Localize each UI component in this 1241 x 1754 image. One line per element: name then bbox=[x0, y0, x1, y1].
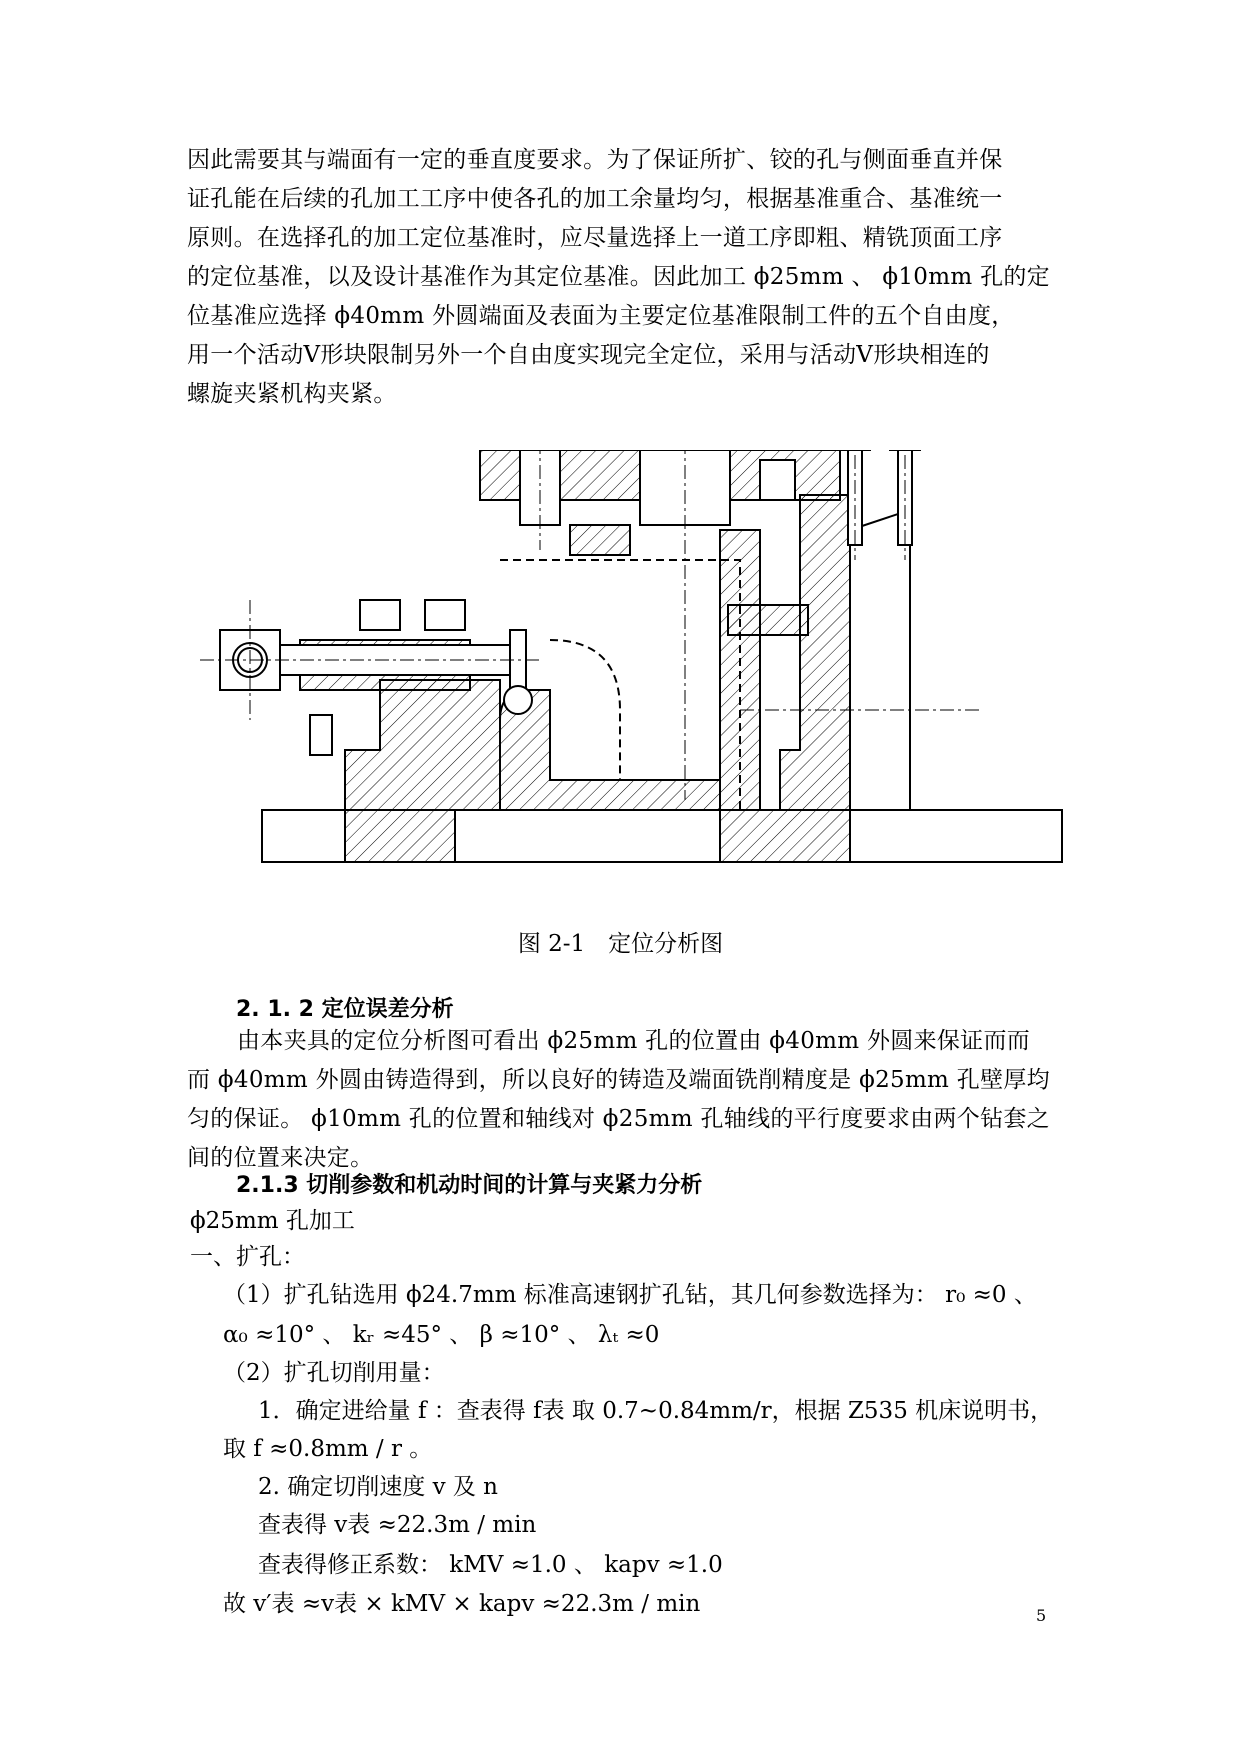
section-heading: 2. 1. 2 定位误差分析 bbox=[236, 997, 454, 1022]
text-line: （2）扩孔切削用量： bbox=[223, 1360, 445, 1386]
section-heading: 2.1.3 切削参数和机动时间的计算与夹紧力分析 bbox=[236, 1173, 703, 1198]
drill-bushing-large bbox=[640, 450, 730, 525]
subheading: ϕ25mm 孔加工 bbox=[190, 1208, 355, 1234]
fixture-drawing bbox=[200, 450, 1080, 880]
text-line: 2. 确定切削速度 v 及 n bbox=[258, 1474, 498, 1500]
text-line: 间的位置来决定。 bbox=[187, 1145, 374, 1171]
support-web bbox=[850, 510, 910, 810]
text-line: 1．确定进给量 f ：查表得 f表 取 0.7~0.84mm/r，根据 Z535 机床说明书， bbox=[258, 1398, 1054, 1424]
page-number: 5 bbox=[1036, 1606, 1047, 1625]
text-line: 故 v′表 ≈v表 × kMV × kapv ≈22.3m / min bbox=[223, 1591, 701, 1617]
text-line: 匀的保证。 ϕ10mm 孔的位置和轴线对 ϕ25mm 孔轴线的平行度要求由两个钻套之 bbox=[187, 1106, 1050, 1132]
base-section-left bbox=[345, 810, 455, 862]
text-line: （1）扩孔钻选用 ϕ24.7mm 标准高速钢扩孔钻，其几何参数选择为： r₀ ≈0 、 bbox=[223, 1282, 1037, 1308]
text-line: 螺旋夹紧机构夹紧。 bbox=[187, 381, 397, 407]
text-line: 用一个活动V形块限制另外一个自由度实现完全定位，采用与活动V形块相连的 bbox=[187, 342, 990, 368]
locator-block bbox=[728, 605, 808, 635]
left-body bbox=[345, 680, 500, 810]
right-column bbox=[720, 530, 760, 810]
side-nut bbox=[310, 715, 332, 755]
text-line: 取 f ≈0.8mm / r 。 bbox=[223, 1436, 433, 1462]
intro-paragraph bbox=[187, 141, 1057, 414]
bushing-key bbox=[570, 525, 630, 555]
text-line: 位基准应选择 ϕ40mm 外圆端面及表面为主要定位基准限制工件的五个自由度， bbox=[187, 303, 1015, 329]
text-line: 由本夹具的定位分析图可看出 ϕ25mm 孔的位置由 ϕ40mm 外圆来保证而而 bbox=[237, 1028, 1031, 1054]
right-support bbox=[780, 495, 850, 810]
figure-caption: 图 2-1 定位分析图 bbox=[517, 931, 724, 957]
text-line: 查表得修正系数： kMV ≈1.0 、 kapv ≈1.0 bbox=[258, 1552, 723, 1578]
bolt-head-left-1 bbox=[360, 600, 400, 630]
text-line: 的定位基准，以及设计基准作为其定位基准。因此加工 ϕ25mm 、 ϕ10mm 孔的定 bbox=[187, 264, 1050, 290]
center-body bbox=[500, 690, 720, 810]
drill-bushing-small bbox=[520, 450, 560, 525]
bolt-head-left-2 bbox=[425, 600, 465, 630]
list-item: 一、扩孔： bbox=[190, 1244, 305, 1270]
plate-screw bbox=[760, 460, 795, 500]
base-section-right bbox=[720, 810, 850, 862]
text-line: 查表得 v表 ≈22.3m / min bbox=[258, 1512, 537, 1538]
text-line: 而 ϕ40mm 外圆由铸造得到，所以良好的铸造及端面铣削精度是 ϕ25mm 孔壁厚均 bbox=[187, 1067, 1050, 1093]
v-block-ball bbox=[504, 686, 532, 714]
text-line: α₀ ≈10° 、 kᵣ ≈45° 、 β ≈10° 、 λₜ ≈0 bbox=[223, 1322, 660, 1348]
text-line: 证孔能在后续的孔加工工序中使各孔的加工余量均匀，根据基准重合、基准统一 bbox=[187, 186, 1003, 212]
text-line: 因此需要其与端面有一定的垂直度要求。为了保证所扩、铰的孔与侧面垂直并保 bbox=[187, 147, 1003, 173]
section-paragraph bbox=[187, 1022, 1057, 1178]
workpiece-fillet bbox=[550, 640, 620, 780]
text-line: 原则。在选择孔的加工定位基准时，应尽量选择上一道工序即粗、精铣顶面工序 bbox=[187, 225, 1003, 251]
